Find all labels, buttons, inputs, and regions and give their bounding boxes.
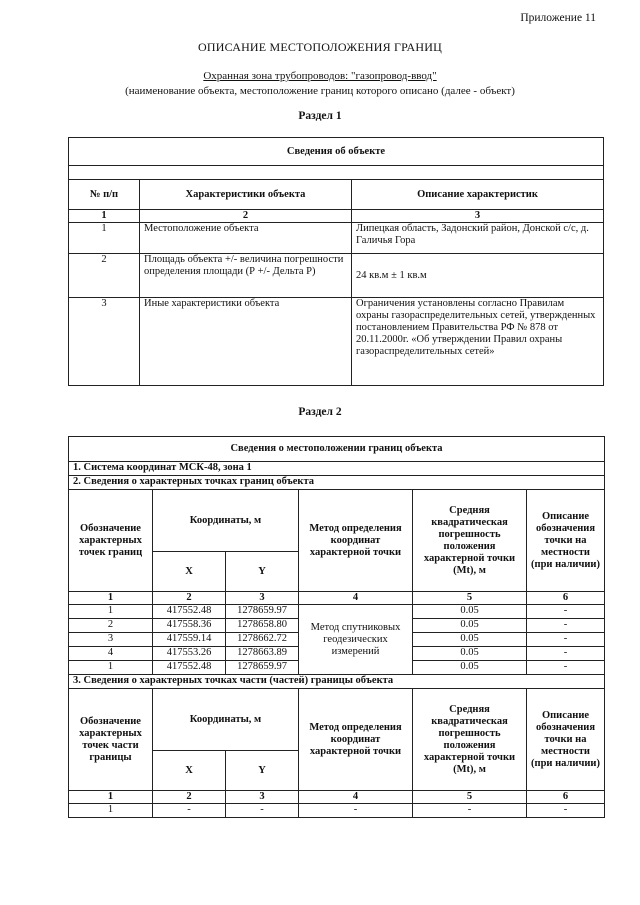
index-cell: 1 (69, 210, 140, 223)
header-row (69, 689, 605, 751)
header-row (69, 490, 605, 552)
section-2-title: Раздел 2 (298, 406, 342, 418)
index-cell: 2 (153, 791, 226, 804)
row-desc: Липецкая область, Задонский район, Донской с/с, д. Галичья Гора (352, 223, 604, 254)
point-x: 417558.36 (153, 619, 226, 633)
point-mt: 0.05 (413, 633, 527, 647)
row-char: Площадь объекта +/- величина погрешности определения площади (Р +/- Дельта Р) (140, 254, 352, 298)
point-x: 417552.48 (153, 661, 226, 675)
coords-header: Координаты, м (153, 689, 299, 751)
point-desc: - (527, 619, 605, 633)
appendix-label: Приложение 11 (520, 12, 596, 24)
part-point-desc: - (527, 804, 605, 818)
accuracy-header: Средняя квадратическая погрешность положения характерной точки (Mt), м (413, 490, 527, 592)
index-cell: 1 (69, 791, 153, 804)
col-num-header: № п/п (69, 180, 140, 210)
document-title: ОПИСАНИЕ МЕСТОПОЛОЖЕНИЯ ГРАНИЦ (198, 40, 442, 54)
col-desc-header: Описание характеристик (352, 180, 604, 210)
subsection-row (69, 462, 605, 476)
point-y: 1278662.72 (226, 633, 299, 647)
point-mt: 0.05 (413, 647, 527, 661)
subsection-row (69, 675, 605, 689)
index-row (69, 592, 605, 605)
col-char-header: Характеристики объекта (140, 180, 352, 210)
point-id: 2 (69, 619, 153, 633)
subsection-3: 3. Сведения о характерных точках части (частей) границы объекта (69, 675, 605, 689)
point-y: 1278658.80 (226, 619, 299, 633)
table-row (69, 298, 604, 386)
index-cell: 3 (226, 791, 299, 804)
point-id: 3 (69, 633, 153, 647)
subsection-1: 1. Система координат МСК-48, зона 1 (69, 462, 605, 476)
y-header: Y (226, 751, 299, 791)
point-y: 1278663.89 (226, 647, 299, 661)
point-desc: - (527, 633, 605, 647)
boundary-table (68, 436, 605, 818)
index-cell: 5 (413, 592, 527, 605)
part-point-id: 1 (69, 804, 153, 818)
row-char: Иные характеристики объекта (140, 298, 352, 386)
method-value: Метод спутниковых геодезических измерений (299, 605, 413, 675)
point-id: 1 (69, 661, 153, 675)
point-desc: - (527, 605, 605, 619)
point-mt: 0.05 (413, 605, 527, 619)
index-cell: 3 (226, 592, 299, 605)
point-y: 1278659.97 (226, 661, 299, 675)
description-header: Описание обозначения точки на местности (при наличии) (527, 490, 605, 592)
point-desc: - (527, 647, 605, 661)
point-id: 4 (69, 647, 153, 661)
part-point-method: - (299, 804, 413, 818)
table-row (69, 254, 604, 298)
point-mt: 0.05 (413, 619, 527, 633)
index-cell: 6 (527, 791, 605, 804)
object-name (0, 70, 640, 82)
spacer-cell (69, 166, 604, 180)
point-y: 1278659.97 (226, 605, 299, 619)
table-row (69, 605, 605, 619)
point-x: 417553.26 (153, 647, 226, 661)
point-mt: 0.05 (413, 661, 527, 675)
row-char: Местоположение объекта (140, 223, 352, 254)
point-id: 1 (69, 605, 153, 619)
section-1-title: Раздел 1 (298, 110, 342, 122)
index-cell: 6 (527, 592, 605, 605)
point-desc: - (527, 661, 605, 675)
part-point-y: - (226, 804, 299, 818)
coords-header: Координаты, м (153, 490, 299, 552)
accuracy-header: Средняя квадратическая погрешность положения характерной точки (Mt), м (413, 689, 527, 791)
method-header: Метод определения координат характерной точки (299, 689, 413, 791)
object-info-table (68, 137, 604, 386)
index-cell: 3 (352, 210, 604, 223)
row-num: 3 (69, 298, 140, 386)
method-header: Метод определения координат характерной точки (299, 490, 413, 592)
part-point-mt: - (413, 804, 527, 818)
subsection-row (69, 476, 605, 490)
points-header: Обозначение характерных точек границ (69, 490, 153, 592)
index-cell: 4 (299, 791, 413, 804)
table-title: Сведения о местоположении границ объекта (69, 437, 605, 462)
x-header: X (153, 751, 226, 791)
y-header: Y (226, 552, 299, 592)
points-part-header: Обозначение характерных точек части границы (69, 689, 153, 791)
point-x: 417559.14 (153, 633, 226, 647)
description-header: Описание обозначения точки на местности (при наличии) (527, 689, 605, 791)
index-cell: 2 (153, 592, 226, 605)
table-title-row (69, 437, 605, 462)
index-cell: 1 (69, 592, 153, 605)
table-row (69, 804, 605, 818)
table-title-row (69, 138, 604, 166)
index-cell: 2 (140, 210, 352, 223)
index-cell: 4 (299, 592, 413, 605)
row-num: 1 (69, 223, 140, 254)
row-desc: Ограничения установлены согласно Правилам охраны газораспределительных сетей, утвержденных постановлением Правительства РФ № 878 от 20.11.2000г. «Об утверждении Правил охраны газораспределительных сетей» (352, 298, 604, 386)
spacer-row (69, 166, 604, 180)
index-cell: 5 (413, 791, 527, 804)
header-row (69, 180, 604, 210)
table-title: Сведения об объекте (69, 138, 604, 166)
subsection-2: 2. Сведения о характерных точках границ объекта (69, 476, 605, 490)
object-name-text: Охранная зона трубопроводов: "газопровод-ввод" (203, 70, 437, 82)
point-x: 417552.48 (153, 605, 226, 619)
index-row (69, 791, 605, 804)
index-row (69, 210, 604, 223)
part-point-x: - (153, 804, 226, 818)
row-num: 2 (69, 254, 140, 298)
object-caption: (наименование объекта, местоположение границ которого описано (далее - объект) (125, 85, 515, 97)
row-desc: 24 кв.м ± 1 кв.м (352, 254, 604, 298)
table-row (69, 223, 604, 254)
x-header: X (153, 552, 226, 592)
